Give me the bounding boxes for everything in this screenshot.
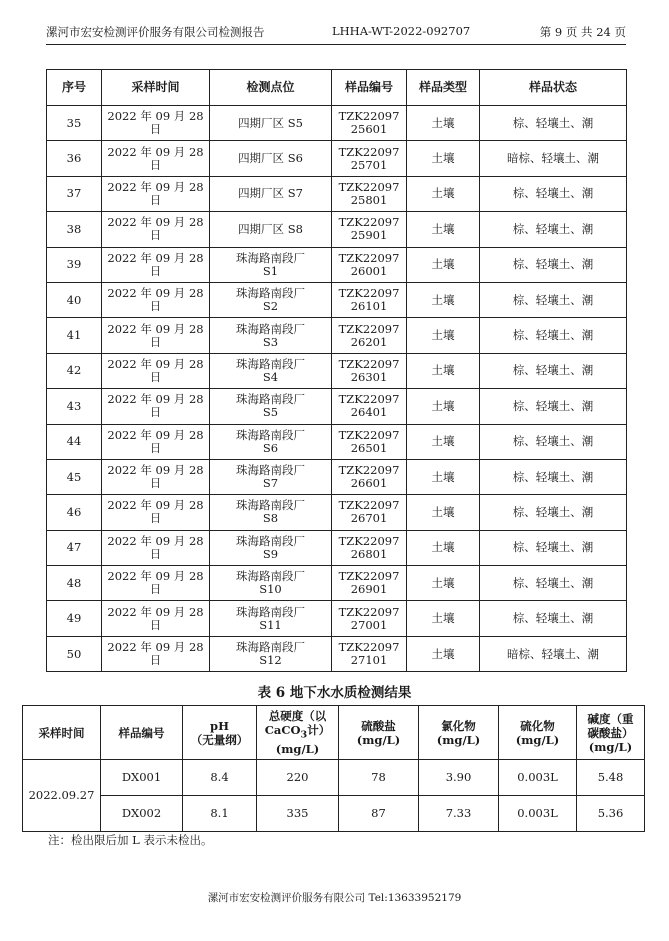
sample-id-cell — [332, 424, 407, 459]
sampling-date-cell — [102, 212, 210, 247]
sample-type-cell — [407, 389, 480, 424]
sample-id-text: TZK22097 — [338, 498, 400, 513]
sample-state-cell — [480, 459, 627, 494]
table-row — [47, 495, 627, 530]
sample-type-cell — [407, 636, 480, 671]
sample-id-text: TZK22097 — [338, 321, 400, 336]
sample-state-text: 棕、轻壤土、潮 — [512, 115, 594, 130]
sample-type-text: 土壤 — [431, 328, 455, 343]
sample-id-text: TZK22097 — [338, 250, 400, 265]
sample-type-text: 土壤 — [431, 115, 455, 130]
row-number-text: 42 — [66, 363, 82, 378]
sampling-date-text: 2022 年 09 月 28 日 — [107, 463, 204, 491]
row-number-text: 50 — [66, 646, 82, 661]
chloride-cell: 7.33 — [419, 796, 499, 832]
sample-id-text: TZK22097 — [338, 392, 400, 407]
location-text: S1 — [262, 263, 279, 278]
sample-code-cell: DX001 — [101, 760, 183, 796]
sample-code-cell: DX002 — [101, 796, 183, 832]
row-number-text: 43 — [66, 398, 82, 413]
location-cell — [210, 318, 332, 353]
sample-id-text: TZK22097 — [338, 356, 400, 371]
col-header-location: 检测点位 — [210, 70, 332, 106]
sampling-date-cell — [102, 424, 210, 459]
location-cell — [210, 424, 332, 459]
location-cell — [210, 566, 332, 601]
row-number-cell — [47, 459, 102, 494]
sample-id-text: 25801 — [350, 192, 388, 207]
sampling-date-cell: 2022.09.27 — [23, 760, 101, 832]
location-text: 珠海路南段厂 — [236, 427, 305, 442]
sampling-date-cell — [102, 459, 210, 494]
sample-state-text: 棕、轻壤土、潮 — [512, 363, 594, 378]
sample-id-text: TZK22097 — [338, 109, 400, 124]
sample-id-cell — [332, 176, 407, 211]
sampling-date-text: 2022 年 09 月 28 日 — [107, 215, 204, 243]
sample-state-text: 暗棕、轻壤土、潮 — [507, 646, 599, 661]
sample-type-text: 土壤 — [431, 186, 455, 201]
table-row — [47, 424, 627, 459]
sample-id-cell — [332, 353, 407, 388]
sampling-date-text: 2022 年 09 月 28 日 — [107, 250, 204, 278]
sampling-date-cell — [102, 601, 210, 636]
sampling-date-text: 2022 年 09 月 28 日 — [107, 356, 204, 384]
sample-id-cell — [332, 636, 407, 671]
sample-type-cell — [407, 459, 480, 494]
row-number-text: 45 — [66, 469, 82, 484]
sample-id-text: 26101 — [350, 299, 388, 314]
sample-state-text: 棕、轻壤土、潮 — [512, 611, 594, 626]
sample-state-cell — [480, 636, 627, 671]
sample-id-text: 26801 — [350, 546, 388, 561]
sample-state-cell — [480, 176, 627, 211]
location-cell — [210, 459, 332, 494]
sulfide-cell: 0.003L — [499, 796, 577, 832]
sample-state-cell — [480, 212, 627, 247]
row-number-text: 36 — [66, 151, 82, 166]
table-row — [23, 796, 645, 832]
groundwater-table — [22, 705, 645, 832]
ph-cell: 8.4 — [183, 760, 257, 796]
row-number-text: 35 — [66, 115, 82, 130]
sulfate-cell: 87 — [339, 796, 419, 832]
sample-type-cell — [407, 282, 480, 317]
col-header-sulfide: 硫化物 (mg/L) — [499, 706, 577, 760]
sample-type-text: 土壤 — [431, 292, 455, 307]
table-row — [47, 282, 627, 317]
row-number-text: 44 — [66, 434, 82, 449]
sample-state-cell — [480, 141, 627, 176]
sampling-date-text: 2022 年 09 月 28 日 — [107, 640, 204, 668]
col-header-chloride: 氯化物 (mg/L) — [419, 706, 499, 760]
row-number-text: 38 — [66, 221, 82, 236]
sampling-date-text: 2022 年 09 月 28 日 — [107, 569, 204, 597]
sample-id-text: 25901 — [350, 228, 388, 243]
col-header-sampling-time: 采样时间 — [23, 706, 101, 760]
sample-table — [46, 69, 627, 672]
sample-type-text: 土壤 — [431, 221, 455, 236]
sample-id-text: 26401 — [350, 405, 388, 420]
hardness-cell: 335 — [257, 796, 339, 832]
table-row — [47, 601, 627, 636]
sample-type-cell — [407, 318, 480, 353]
sample-state-cell — [480, 601, 627, 636]
sample-type-text: 土壤 — [431, 646, 455, 661]
location-text: 珠海路南段厂 — [236, 321, 305, 336]
sample-state-text: 棕、轻壤土、潮 — [512, 540, 594, 555]
location-text: S10 — [259, 582, 282, 597]
sample-table-header-row — [47, 70, 627, 106]
sample-type-text: 土壤 — [431, 151, 455, 166]
location-cell — [210, 353, 332, 388]
sampling-date-text: 2022 年 09 月 28 日 — [107, 109, 204, 137]
table-row — [47, 176, 627, 211]
location-text: S9 — [262, 546, 279, 561]
col-header-date: 采样时间 — [102, 70, 210, 106]
location-text: 珠海路南段厂 — [236, 604, 305, 619]
row-number-text: 37 — [66, 186, 82, 201]
ph-cell: 8.1 — [183, 796, 257, 832]
sample-type-text: 土壤 — [431, 575, 455, 590]
sample-state-cell — [480, 282, 627, 317]
table-row — [47, 318, 627, 353]
row-number-cell — [47, 353, 102, 388]
row-number-cell — [47, 212, 102, 247]
col-header-alkalinity: 碱度（重 碳酸盐） (mg/L) — [577, 706, 645, 760]
location-cell — [210, 636, 332, 671]
sample-id-text: 26501 — [350, 440, 388, 455]
col-header-sample-state: 样品状态 — [480, 70, 627, 106]
sample-state-text: 棕、轻壤土、潮 — [512, 398, 594, 413]
sample-state-cell — [480, 566, 627, 601]
location-text: S2 — [262, 299, 279, 314]
location-text: S8 — [262, 511, 279, 526]
sample-id-text: TZK22097 — [338, 144, 400, 159]
sampling-date-cell — [102, 495, 210, 530]
row-number-cell — [47, 389, 102, 424]
sampling-date-cell — [102, 566, 210, 601]
location-cell — [210, 601, 332, 636]
sample-id-cell — [332, 389, 407, 424]
sample-id-text: TZK22097 — [338, 463, 400, 478]
location-cell — [210, 141, 332, 176]
location-text: 四期厂区 S5 — [238, 115, 303, 130]
sample-id-text: TZK22097 — [338, 604, 400, 619]
sample-state-text: 棕、轻壤土、潮 — [512, 186, 594, 201]
table-row — [47, 459, 627, 494]
sample-state-cell — [480, 424, 627, 459]
sample-id-cell — [332, 247, 407, 282]
location-cell — [210, 106, 332, 141]
sample-type-cell — [407, 247, 480, 282]
row-number-cell — [47, 106, 102, 141]
sample-id-text: 26901 — [350, 582, 388, 597]
location-cell — [210, 282, 332, 317]
sample-state-cell — [480, 495, 627, 530]
row-number-text: 47 — [66, 540, 82, 555]
table-note: 注：检出限后加 L 表示未检出。 — [48, 833, 213, 847]
table-row — [23, 760, 645, 796]
location-cell — [210, 495, 332, 530]
location-text: 珠海路南段厂 — [236, 392, 305, 407]
col-header-total-hardness: 总硬度（以 CaCO$_3$计） (mg/L) — [257, 706, 339, 760]
sample-id-text: 26301 — [350, 369, 388, 384]
sampling-date-cell — [102, 530, 210, 565]
sample-id-text: 27101 — [350, 653, 388, 668]
row-number-cell — [47, 176, 102, 211]
sample-id-text: TZK22097 — [338, 640, 400, 655]
location-text: 四期厂区 S7 — [238, 186, 303, 201]
sample-id-text: 26001 — [350, 263, 388, 278]
header-org: 漯河市宏安检测评价服务有限公司检测报告 — [46, 25, 265, 39]
sample-id-cell — [332, 318, 407, 353]
sampling-date-text: 2022 年 09 月 28 日 — [107, 498, 204, 526]
chloride-cell: 3.90 — [419, 760, 499, 796]
sample-type-text: 土壤 — [431, 257, 455, 272]
sample-type-cell — [407, 495, 480, 530]
sample-type-text: 土壤 — [431, 363, 455, 378]
table-row — [47, 353, 627, 388]
sample-state-text: 暗棕、轻壤土、潮 — [507, 151, 599, 166]
sampling-date-cell — [102, 247, 210, 282]
row-number-cell — [47, 282, 102, 317]
sample-type-text: 土壤 — [431, 434, 455, 449]
sample-state-cell — [480, 530, 627, 565]
sample-type-text: 土壤 — [431, 398, 455, 413]
sample-type-cell — [407, 601, 480, 636]
header-page-number: 第 9 页 共 24 页 — [539, 25, 626, 39]
sample-id-cell — [332, 530, 407, 565]
sample-id-cell — [332, 106, 407, 141]
row-number-text: 46 — [66, 504, 82, 519]
sample-id-text: TZK22097 — [338, 179, 400, 194]
sample-id-cell — [332, 495, 407, 530]
row-number-cell — [47, 495, 102, 530]
sampling-date-cell — [102, 106, 210, 141]
sampling-date-text: 2022 年 09 月 28 日 — [107, 427, 204, 455]
hardness-cell: 220 — [257, 760, 339, 796]
col-header-sample-type: 样品类型 — [407, 70, 480, 106]
sample-state-text: 棕、轻壤土、潮 — [512, 328, 594, 343]
sulfide-cell: 0.003L — [499, 760, 577, 796]
sample-state-cell — [480, 106, 627, 141]
row-number-cell — [47, 636, 102, 671]
location-cell — [210, 212, 332, 247]
table-row — [47, 566, 627, 601]
location-text: 四期厂区 S8 — [238, 221, 303, 236]
sample-type-text: 土壤 — [431, 504, 455, 519]
sample-id-text: 26701 — [350, 511, 388, 526]
sample-type-text: 土壤 — [431, 540, 455, 555]
location-text: 珠海路南段厂 — [236, 498, 305, 513]
sampling-date-cell — [102, 636, 210, 671]
row-number-cell — [47, 566, 102, 601]
location-text: S12 — [259, 653, 282, 668]
sample-state-text: 棕、轻壤土、潮 — [512, 257, 594, 272]
col-header-no: 序号 — [47, 70, 102, 106]
sample-id-text: 27001 — [350, 617, 388, 632]
sample-type-cell — [407, 176, 480, 211]
sample-state-text: 棕、轻壤土、潮 — [512, 434, 594, 449]
sampling-date-text: 2022 年 09 月 28 日 — [107, 392, 204, 420]
table-row — [47, 389, 627, 424]
table-row — [47, 141, 627, 176]
sampling-date-cell — [102, 318, 210, 353]
sample-table-body — [47, 106, 627, 672]
location-text: S6 — [262, 440, 279, 455]
row-number-cell — [47, 424, 102, 459]
col-header-ph: pH （无量纲） — [183, 706, 257, 760]
sample-state-cell — [480, 353, 627, 388]
location-text: S5 — [262, 405, 279, 420]
row-number-text: 48 — [66, 575, 82, 590]
location-text: S7 — [262, 476, 279, 491]
sample-id-text: 25601 — [350, 122, 388, 137]
location-text: 珠海路南段厂 — [236, 250, 305, 265]
sample-type-cell — [407, 212, 480, 247]
location-text: 珠海路南段厂 — [236, 463, 305, 478]
table-row — [47, 247, 627, 282]
location-text: 珠海路南段厂 — [236, 640, 305, 655]
sample-id-text: 26201 — [350, 334, 388, 349]
sampling-date-text: 2022 年 09 月 28 日 — [107, 604, 204, 632]
sample-type-cell — [407, 353, 480, 388]
sample-type-cell — [407, 566, 480, 601]
sample-id-cell — [332, 601, 407, 636]
location-text: S11 — [259, 617, 282, 632]
sample-type-text: 土壤 — [431, 611, 455, 626]
table-row — [47, 106, 627, 141]
row-number-cell — [47, 601, 102, 636]
location-cell — [210, 176, 332, 211]
sampling-date-text: 2022 年 09 月 28 日 — [107, 144, 204, 172]
sample-id-text: TZK22097 — [338, 533, 400, 548]
col-header-sample-id: 样品编号 — [332, 70, 407, 106]
page-footer: 漯河市宏安检测评价服务有限公司 Tel:13633952179 — [207, 892, 462, 904]
location-text: S4 — [262, 369, 279, 384]
alkalinity-cell: 5.48 — [577, 760, 645, 796]
row-number-text: 40 — [66, 292, 82, 307]
sample-state-text: 棕、轻壤土、潮 — [512, 575, 594, 590]
sample-state-text: 棕、轻壤土、潮 — [512, 469, 594, 484]
sampling-date-cell — [102, 282, 210, 317]
location-text: 珠海路南段厂 — [236, 286, 305, 301]
row-number-cell — [47, 530, 102, 565]
sampling-date-text: 2022 年 09 月 28 日 — [107, 179, 204, 207]
table6-title: 表 6 地下水水质检测结果 — [257, 685, 412, 701]
row-number-cell — [47, 318, 102, 353]
sample-id-cell — [332, 141, 407, 176]
alkalinity-cell: 5.36 — [577, 796, 645, 832]
sampling-date-text: 2022 年 09 月 28 日 — [107, 321, 204, 349]
sample-state-cell — [480, 247, 627, 282]
location-text: 四期厂区 S6 — [238, 151, 303, 166]
sample-type-cell — [407, 106, 480, 141]
sample-id-text: TZK22097 — [338, 569, 400, 584]
row-number-text: 41 — [66, 328, 82, 343]
col-header-sulfate: 硫酸盐 (mg/L) — [339, 706, 419, 760]
row-number-cell — [47, 141, 102, 176]
sample-state-text: 棕、轻壤土、潮 — [512, 504, 594, 519]
page-header — [46, 20, 626, 45]
row-number-text: 39 — [66, 257, 82, 272]
sampling-date-text: 2022 年 09 月 28 日 — [107, 286, 204, 314]
sample-type-cell — [407, 424, 480, 459]
sampling-date-cell — [102, 141, 210, 176]
sampling-date-cell — [102, 389, 210, 424]
sample-id-cell — [332, 282, 407, 317]
sample-id-text: 25701 — [350, 157, 388, 172]
groundwater-table-header-row — [23, 706, 645, 760]
row-number-cell — [47, 247, 102, 282]
sample-state-text: 棕、轻壤土、潮 — [512, 221, 594, 236]
location-cell — [210, 389, 332, 424]
sample-id-text: 26601 — [350, 476, 388, 491]
location-text: 珠海路南段厂 — [236, 569, 305, 584]
header-report-no: LHHA-WT-2022-092707 — [332, 24, 471, 38]
sampling-date-cell — [102, 353, 210, 388]
location-cell — [210, 247, 332, 282]
location-cell — [210, 530, 332, 565]
table-row — [47, 636, 627, 671]
table-row — [47, 212, 627, 247]
sampling-date-text: 2022 年 09 月 28 日 — [107, 533, 204, 561]
sample-id-text: TZK22097 — [338, 215, 400, 230]
location-text: 珠海路南段厂 — [236, 356, 305, 371]
sample-type-cell — [407, 141, 480, 176]
sample-state-cell — [480, 389, 627, 424]
sample-id-text: TZK22097 — [338, 427, 400, 442]
sample-state-text: 棕、轻壤土、潮 — [512, 292, 594, 307]
location-text: 珠海路南段厂 — [236, 533, 305, 548]
sample-type-text: 土壤 — [431, 469, 455, 484]
sampling-date-cell — [102, 176, 210, 211]
sample-type-cell — [407, 530, 480, 565]
sulfate-cell: 78 — [339, 760, 419, 796]
location-text: S3 — [262, 334, 279, 349]
row-number-text: 49 — [66, 611, 82, 626]
sample-id-cell — [332, 566, 407, 601]
sample-id-cell — [332, 459, 407, 494]
col-header-sample-code: 样品编号 — [101, 706, 183, 760]
sample-id-cell — [332, 212, 407, 247]
sample-state-cell — [480, 318, 627, 353]
sample-id-text: TZK22097 — [338, 286, 400, 301]
table-row — [47, 530, 627, 565]
